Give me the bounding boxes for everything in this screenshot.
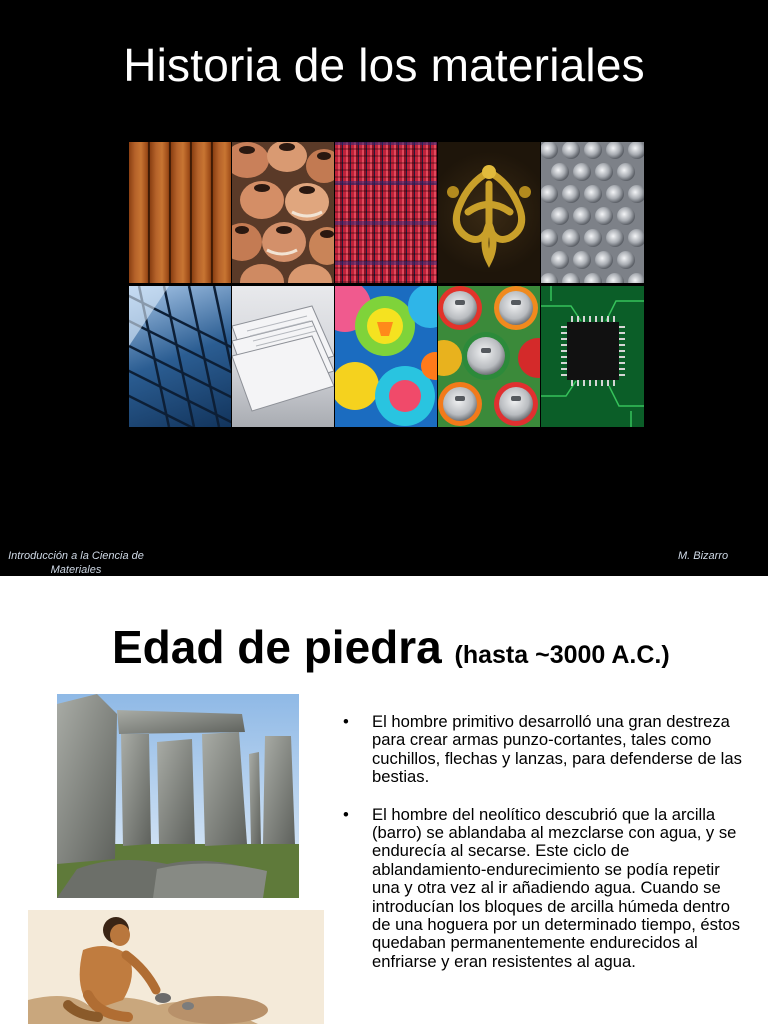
primitive-man-image (28, 910, 324, 1024)
stonehenge-image (57, 694, 299, 898)
title-date-range: (hasta ~3000 A.C.) (454, 641, 670, 669)
list-item (343, 713, 743, 787)
slide-title (112, 620, 670, 674)
metal-rods-image (541, 142, 644, 283)
woven-textile-image (335, 142, 437, 283)
bullet-text: El hombre primitivo desarrolló una gran destreza para crear armas punzo-cortantes, tales como cuchillos, flechas y lanzas, para defenderse de las bestias. (372, 712, 742, 787)
circuit-chip-image (541, 286, 644, 427)
bullet-marker: • (343, 712, 349, 731)
glass-building-image (129, 286, 231, 427)
footer-course-name: Introducción a la Ciencia de Materiales (8, 550, 144, 576)
footer-author: M. Bizarro (678, 550, 729, 562)
materials-image-grid (129, 142, 644, 428)
title-main: Edad de piedra (112, 621, 442, 673)
slide-title: Historia de los materiales (123, 39, 645, 91)
brass-ornament-image (438, 142, 540, 283)
bullet-marker: • (343, 804, 349, 824)
plastic-cups-image (335, 286, 437, 427)
bullet-list (343, 713, 743, 990)
paper-stack-image (232, 286, 334, 427)
clay-pots-image (232, 142, 334, 283)
aluminum-cans-image (438, 286, 540, 427)
list-item (343, 806, 743, 972)
wood-planks-image (129, 142, 231, 283)
slide-edad-de-piedra (0, 592, 768, 1024)
bullet-text: El hombre del neolítico descubrió que la arcilla (barro) se ablandaba al mezclarse con agua, y se endurecía al secarse. Este ciclo de ablandamiento-endurecimiento se podía repetir una y otra vez al ir añadiendo agua. Cuando se introducían los bloques de arcilla húmeda dentro de una hoguera por un determinado tiempo, éstos quedaban permanentemente endurecidos al enfriarse y eran resistentes al agua. (372, 804, 741, 971)
